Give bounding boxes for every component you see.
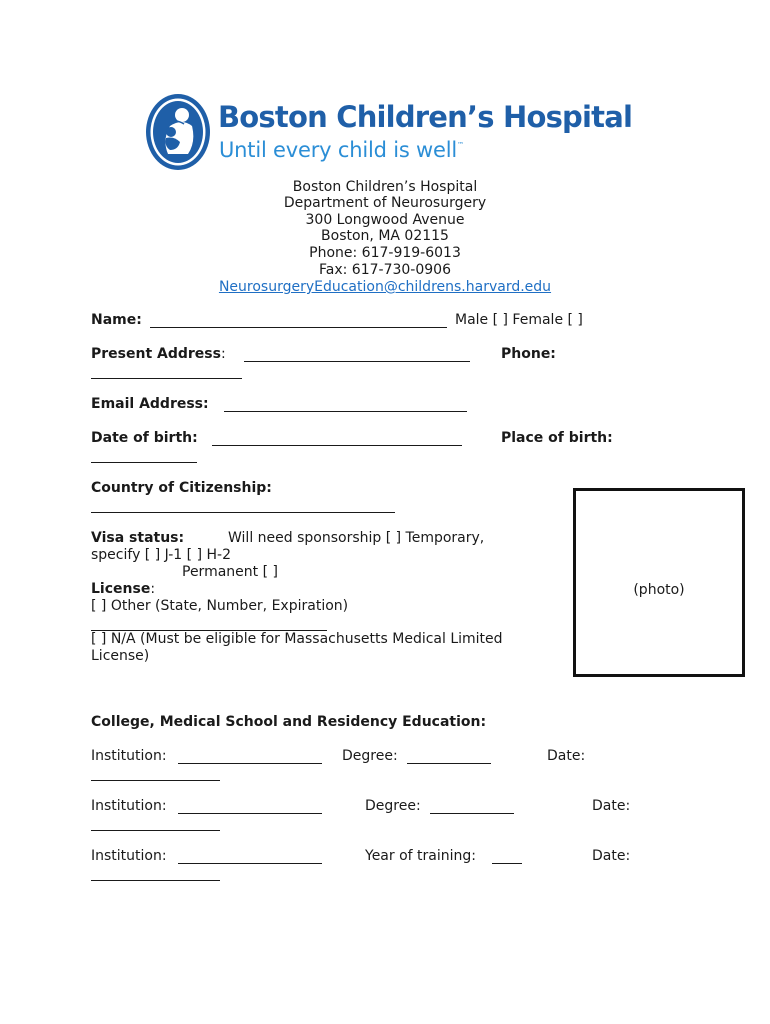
institution-field[interactable] bbox=[178, 813, 322, 814]
department: Department of Neurosurgery bbox=[283, 195, 487, 211]
address-field-continued[interactable] bbox=[91, 378, 242, 379]
photo-box[interactable] bbox=[573, 488, 745, 677]
date-field[interactable] bbox=[91, 830, 220, 831]
address-field[interactable] bbox=[244, 361, 470, 362]
date-label: Date: bbox=[592, 848, 631, 864]
institution-label: Institution: bbox=[91, 748, 167, 764]
visa-label: Visa status: bbox=[91, 530, 185, 546]
date-field[interactable] bbox=[91, 780, 220, 781]
visa-options-line2[interactable]: specify [ ] J-1 [ ] H-2 bbox=[91, 547, 231, 563]
degree-label: Degree: bbox=[365, 798, 421, 814]
name-field[interactable] bbox=[150, 327, 447, 328]
phone-number: Phone: 617-919-6013 bbox=[309, 245, 461, 261]
education-heading: College, Medical School and Residency Education: bbox=[91, 714, 487, 730]
logo-tagline bbox=[219, 138, 464, 162]
email-line bbox=[0, 279, 770, 296]
visa-options-line1[interactable]: Will need sponsorship [ ] Temporary, bbox=[228, 530, 485, 546]
pob-field[interactable] bbox=[91, 462, 197, 463]
fax-number: Fax: 617-730-0906 bbox=[319, 262, 451, 278]
dob-field[interactable] bbox=[212, 445, 462, 446]
logo-name: Boston Children’s Hospital bbox=[218, 100, 633, 134]
address-label: Present Address bbox=[91, 346, 221, 362]
visa-options-line3[interactable]: Permanent [ ] bbox=[182, 564, 278, 580]
date-label: Date: bbox=[592, 798, 631, 814]
degree-field[interactable] bbox=[407, 763, 491, 764]
institution-field[interactable] bbox=[178, 863, 322, 864]
institution-label: Institution: bbox=[91, 798, 167, 814]
degree-label: Degree: bbox=[342, 748, 398, 764]
email-link[interactable]: NeurosurgeryEducation@childrens.harvard.edu bbox=[218, 279, 552, 295]
year-of-training-field[interactable] bbox=[492, 863, 522, 864]
email-field[interactable] bbox=[224, 411, 467, 412]
institution-label: Institution: bbox=[91, 848, 167, 864]
pob-label: Place of birth: bbox=[501, 430, 613, 446]
address-label-wrap bbox=[91, 346, 226, 363]
license-label-wrap bbox=[91, 581, 155, 598]
sex-options[interactable]: Male [ ] Female [ ] bbox=[455, 312, 583, 328]
address-colon: : bbox=[220, 346, 226, 362]
license-na-option[interactable]: [ ] N/A (Must be eligible for Massachusetts Medical Limited bbox=[91, 631, 503, 647]
street-address: 300 Longwood Avenue bbox=[305, 212, 465, 228]
org-name: Boston Children’s Hospital bbox=[292, 179, 478, 195]
license-label: License bbox=[91, 581, 151, 597]
license-na-continued: License) bbox=[91, 648, 150, 664]
citizenship-field[interactable] bbox=[91, 512, 395, 513]
institution-field[interactable] bbox=[178, 763, 322, 764]
license-other-option[interactable]: [ ] Other (State, Number, Expiration) bbox=[91, 598, 349, 614]
license-colon: : bbox=[150, 581, 156, 597]
date-label: Date: bbox=[547, 748, 586, 764]
citizenship-label: Country of Citizenship: bbox=[91, 480, 272, 496]
email-label: Email Address: bbox=[91, 396, 209, 412]
phone-label: Phone: bbox=[501, 346, 556, 362]
degree-field[interactable] bbox=[430, 813, 514, 814]
name-label: Name: bbox=[91, 312, 142, 328]
year-of-training-label: Year of training: bbox=[365, 848, 476, 864]
trademark-mark: ™ bbox=[457, 141, 464, 149]
city-state-zip: Boston, MA 02115 bbox=[321, 228, 449, 244]
date-field[interactable] bbox=[91, 880, 220, 881]
tagline-text: Until every child is well bbox=[219, 138, 458, 162]
mother-child-seal-icon bbox=[144, 92, 212, 172]
photo-label: (photo) bbox=[633, 582, 685, 598]
dob-label: Date of birth: bbox=[91, 430, 198, 446]
